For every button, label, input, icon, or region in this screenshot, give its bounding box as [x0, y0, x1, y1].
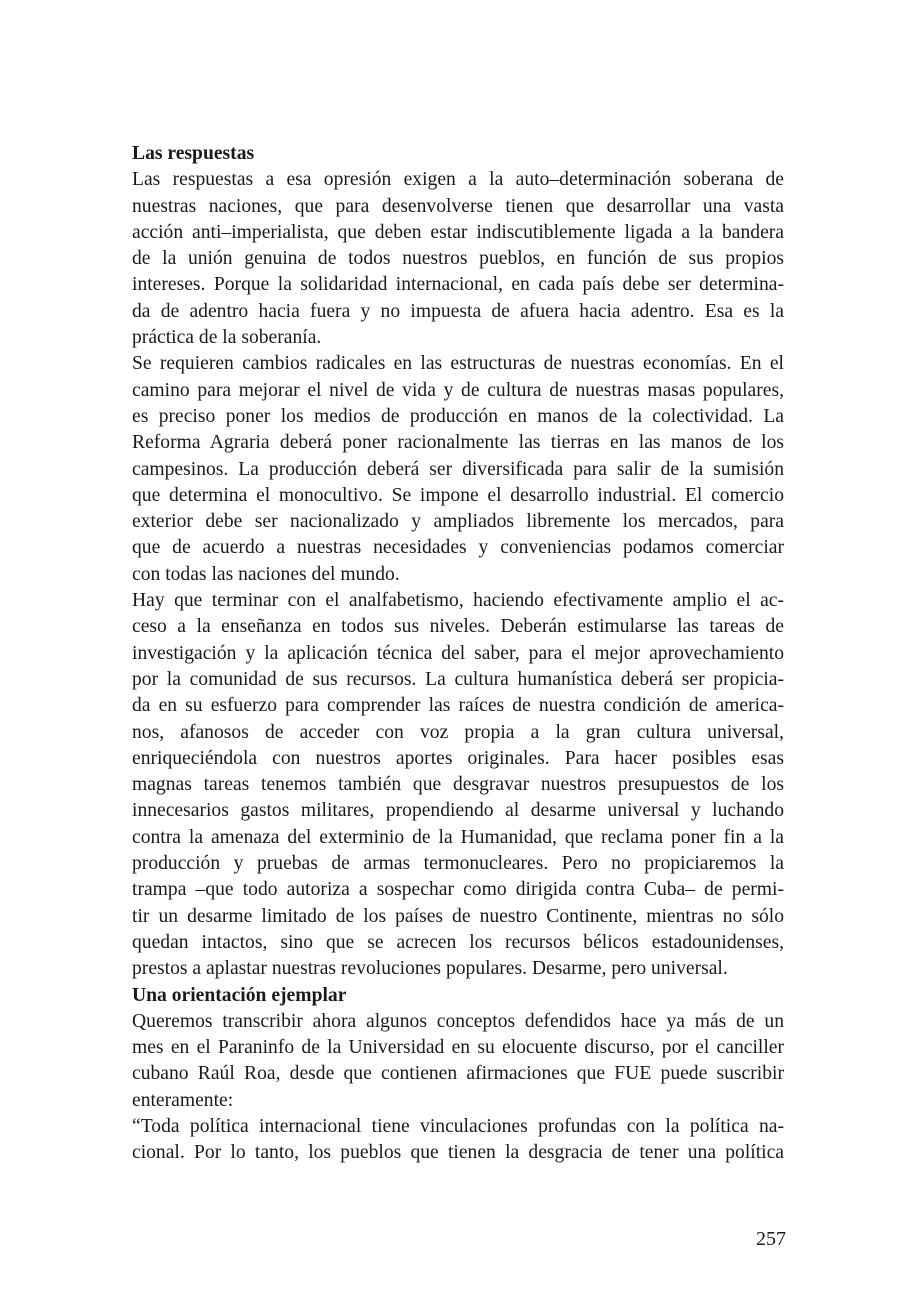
text-line: “Toda política internacional tiene vinculaciones profundas con la política na-	[132, 1115, 784, 1137]
text-line: investigación y la aplicación técnica del saber, para el mejor aprovechamiento	[132, 642, 784, 664]
text-line: enteramente:	[132, 1089, 234, 1111]
section-heading: Una orientación ejemplar	[132, 984, 347, 1006]
text-line: Reforma Agraria deberá poner racionalmente las tierras en las manos de los	[132, 432, 784, 454]
text-line: ceso a la enseñanza en todos sus niveles. Deberán estimularse las tareas de	[132, 616, 784, 638]
text-line: contra la amenaza del exterminio de la Humanidad, que reclama poner fin a la	[132, 826, 784, 848]
text-line: innecesarios gastos militares, propendiendo al desarme universal y luchando	[132, 800, 784, 822]
section-heading: Las respuestas	[132, 143, 255, 164]
text-line: Hay que terminar con el analfabetismo, haciendo efectivamente amplio el ac-	[132, 590, 784, 612]
text-line: quedan intactos, sino que se acrecen los recursos bélicos estadounidenses,	[132, 931, 784, 953]
text-line: intereses. Porque la solidaridad internacional, en cada país debe ser determina-	[132, 274, 784, 296]
text-line: acción anti–imperialista, que deben estar indiscutiblemente ligada a la bandera	[132, 221, 784, 243]
page-number: 257	[756, 1228, 786, 1250]
text-line: Las respuestas a esa opresión exigen a la auto–determinación soberana de	[132, 169, 784, 191]
text-line: cubano Raúl Roa, desde que contienen afirmaciones que FUE puede suscribir	[132, 1063, 784, 1085]
text-line: de la unión genuina de todos nuestros pueblos, en función de sus propios	[132, 248, 784, 270]
text-line: da de adentro hacia fuera y no impuesta de afuera hacia adentro. Esa es la	[132, 300, 784, 322]
text-line: tir un desarme limitado de los países de nuestro Continente, mientras no sólo	[132, 905, 784, 927]
text-line: camino para mejorar el nivel de vida y de cultura de nuestras masas populares,	[132, 379, 784, 401]
text-line: nos, afanosos de acceder con voz propia a la gran cultura universal,	[132, 721, 784, 743]
text-line: práctica de la soberanía.	[132, 327, 322, 349]
text-line: enriqueciéndola con nuestros aportes originales. Para hacer posibles esas	[132, 747, 784, 769]
text-line: prestos a aplastar nuestras revoluciones populares. Desarme, pero universal.	[132, 958, 728, 980]
text-line: es preciso poner los medios de producción en manos de la colectividad. La	[132, 405, 784, 427]
text-line: magnas tareas tenemos también que desgravar nuestros presupuestos de los	[132, 774, 784, 796]
body-text	[132, 141, 784, 1167]
text-line: cional. Por lo tanto, los pueblos que tienen la desgracia de tener una política	[132, 1142, 784, 1164]
text-line: da en su esfuerzo para comprender las raíces de nuestra condición de america-	[132, 695, 784, 717]
text-line: exterior debe ser nacionalizado y ampliados libremente los mercados, para	[132, 511, 784, 533]
text-line: trampa –que todo autoriza a sospechar como dirigida contra Cuba– de permi-	[132, 879, 784, 901]
text-line: Queremos transcribir ahora algunos conceptos defendidos hace ya más de un	[132, 1010, 784, 1032]
text-line: campesinos. La producción deberá ser diversificada para salir de la sumisión	[132, 458, 784, 480]
text-line: por la comunidad de sus recursos. La cultura humanística deberá ser propicia-	[132, 668, 784, 690]
text-line: mes en el Paraninfo de la Universidad en su elocuente discurso, por el canciller	[132, 1037, 784, 1059]
text-line: con todas las naciones del mundo.	[132, 563, 400, 585]
text-line: nuestras naciones, que para desenvolverse tienen que desarrollar una vasta	[132, 195, 784, 217]
text-line: Se requieren cambios radicales en las estructuras de nuestras economías. En el	[132, 353, 784, 375]
text-line: que de acuerdo a nuestras necesidades y conveniencias podamos comerciar	[132, 537, 784, 559]
text-line: producción y pruebas de armas termonucleares. Pero no propiciaremos la	[132, 853, 784, 875]
text-line: que determina el monocultivo. Se impone el desarrollo industrial. El comercio	[132, 484, 784, 506]
